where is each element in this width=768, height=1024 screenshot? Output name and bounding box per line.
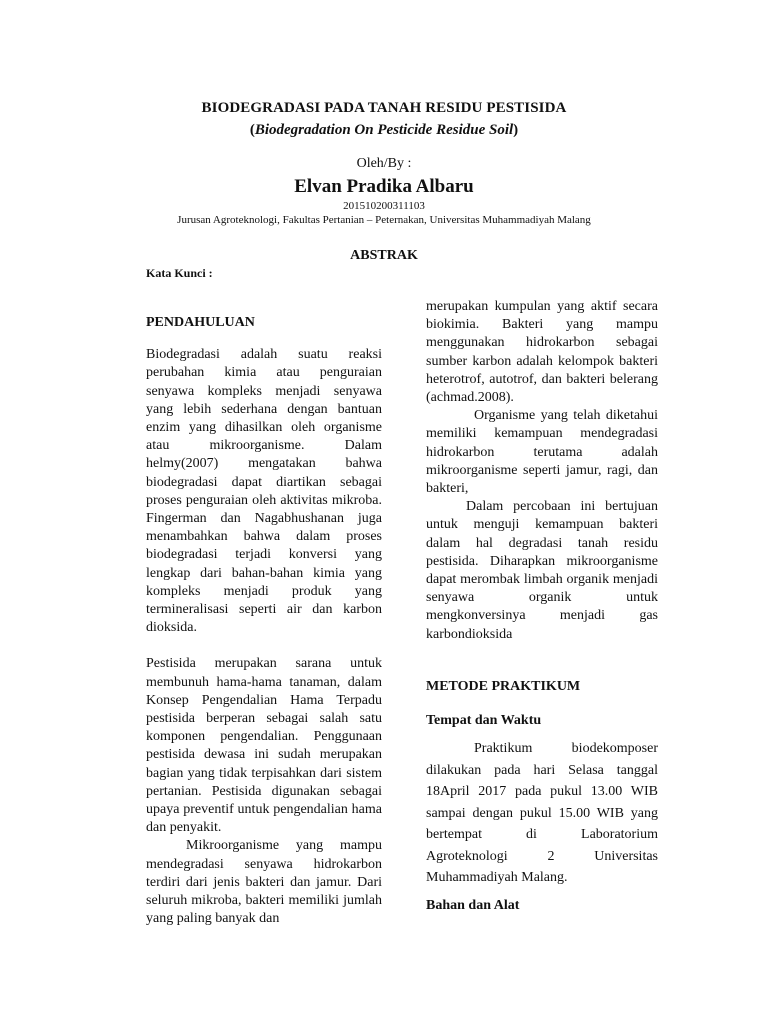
paper-title: BIODEGRADASI PADA TANAH RESIDU PESTISIDA <box>201 100 567 116</box>
right-column <box>426 298 658 915</box>
intro-paragraph-2: Pestisida merupakan sarana untuk membunuh hama-hama tanaman, dalam Konsep Pengendalian Hama Terpadu pestisida berperan sebagai salah satu komponen pengendalian. Penggunaan pestisida dewasa ini sudah merupakan bagian yang tidak terpisahkan dari sistem pertanian. Pestisida digunakan sebagai upaya preventif untuk pengendalian hama dan penyakit. <box>146 656 382 836</box>
affiliation: Jurusan Agroteknologi, Fakultas Pertanian – Peternakan, Universitas Muhammadiyah Malang <box>177 214 591 226</box>
subheading-tempat-waktu: Tempat dan Waktu <box>426 713 542 729</box>
intro-paragraph-1: Biodegradasi adalah suatu reaksi perubahan kimia atau penguraian senyawa kompleks menjadi senyawa yang lebih sederhana dengan bantuan enzim yang dihasilkan oleh organisme atau mikroorganisme. Dalam helmy(2007) mengatakan bahwa biodegradasi dapat diartikan sebagai proses penguraian oleh aktivitas mikroba. Fingerman dan Nagabhushanan juga menambahkan bahwa dalam proses biodegradasi terjadi konversi yang lengkap dari bahan-bahan kimia yang kompleks menjadi produk yang termineralisasi seperti air dan karbon dioksida. <box>146 347 382 636</box>
intro-paragraph-5: Organisme yang telah diketahui memiliki kemampuan mendegradasi hidrokarbon terutama adalah mikroorganisme seperti jamur, ragi, dan bakteri, <box>426 408 658 497</box>
subheading-bahan-alat: Bahan dan Alat <box>426 897 520 913</box>
section-heading-metode: METODE PRAKTIKUM <box>426 678 581 694</box>
subtitle-close-paren: ) <box>513 122 519 138</box>
method-paragraph-1: Praktikum biodekomposer dilakukan pada hari Selasa tanggal 18April 2017 pada pukul 13.00 WIB sampai dengan pukul 15.00 WIB yang bertempat di Laboratorium Agroteknologi 2 Universitas Muhammadiyah Malang. <box>426 741 658 886</box>
intro-paragraph-4: merupakan kumpulan yang aktif secara biokimia. Bakteri yang mampu menggunakan hidrokarbon sebagai sumber karbon adalah kelompok bakteri heterotrof, autotrof, dan bakteri belerang (achmad.2008). <box>426 299 658 406</box>
subtitle-open-paren: ( <box>249 122 255 138</box>
byline: Oleh/By : <box>356 156 412 171</box>
keywords-label: Kata Kunci : <box>146 266 213 280</box>
author-name: Elvan Pradika Albaru <box>294 176 474 197</box>
intro-paragraph-6: Dalam percobaan ini bertujuan untuk menguji kemampuan bakteri dalam hal degradasi tanah residu pestisida. Diharapkan mikroorganisme dapat merombak limbah organik menjadi senyawa organik untuk mengkonversinya menjadi gas karbondioksida <box>426 499 658 642</box>
paper-subtitle <box>0 122 768 139</box>
section-heading-pendahuluan: PENDAHULUAN <box>146 315 255 330</box>
subtitle-english: Biodegradation On Pesticide Residue Soil <box>254 122 514 138</box>
abstract-heading: ABSTRAK <box>350 248 418 263</box>
student-id: 201510200311103 <box>343 200 425 212</box>
intro-paragraph-3: Mikroorganisme yang mampu mendegradasi senyawa hidrokarbon terdiri dari jenis bakteri dan jamur. Dari seluruh mikroba, bakteri memiliki jumlah yang paling banyak dan <box>146 838 382 927</box>
left-column <box>146 298 382 929</box>
